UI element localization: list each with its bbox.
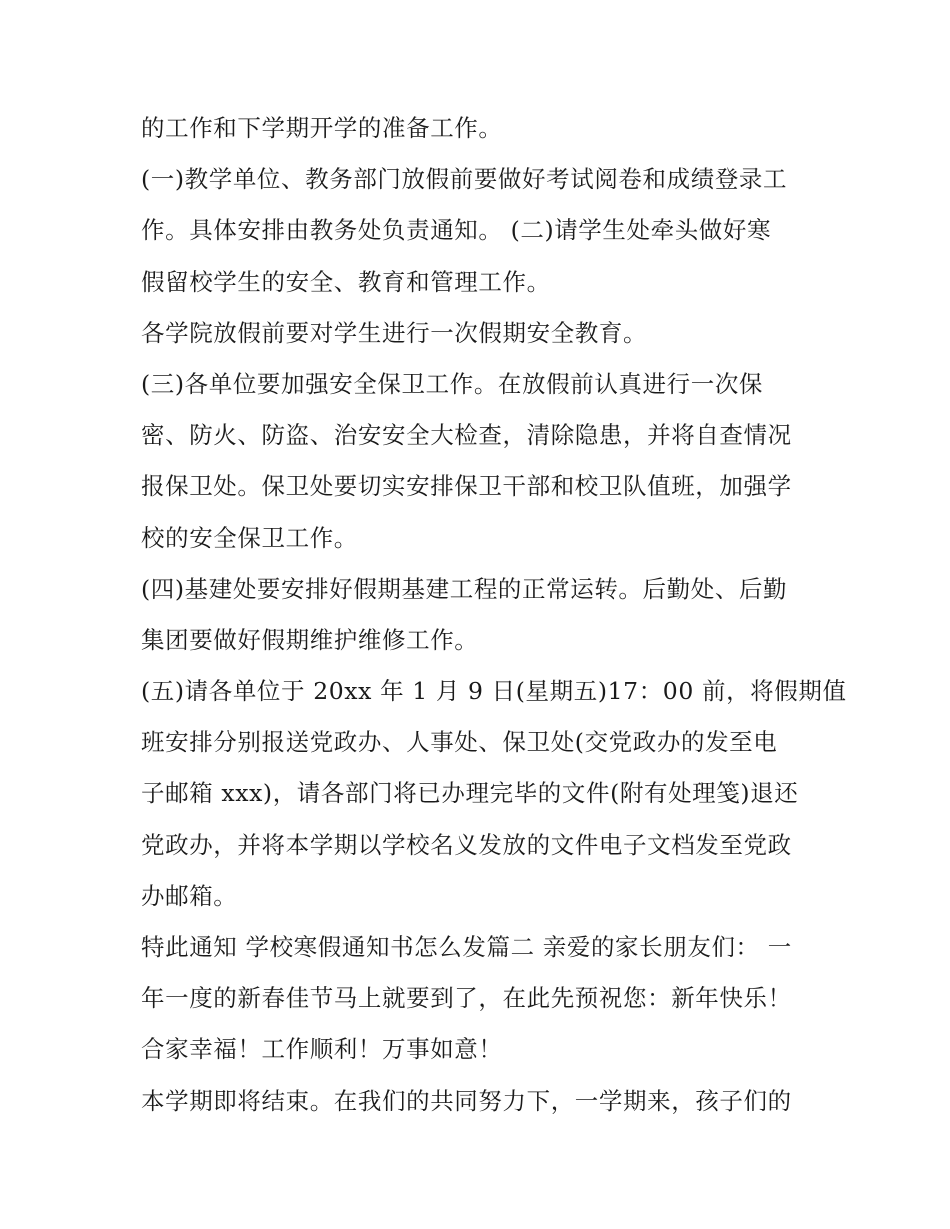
text-line: (三)各单位要加强安全保卫工作。在放假前认真进行一次保	[141, 369, 764, 398]
text-line: 作。具体安排由教务处负责通知。 (二)请学生处牵头做好寒	[141, 216, 772, 245]
text-line: 报保卫处。保卫处要切实安排保卫干部和校卫队值班，加强学	[141, 472, 792, 501]
text-line: 的工作和下学期开学的准备工作。	[141, 114, 503, 142]
text-line: 假留校学生的安全、教育和管理工作。	[141, 267, 551, 296]
text-line: 校的安全保卫工作。	[141, 523, 358, 552]
text-line: 办邮箱。	[141, 881, 238, 910]
text-line: 特此通知 学校寒假通知书怎么发篇二 亲爱的家长朋友们： 一	[141, 933, 792, 961]
text-line: (四)基建处要安排好假期基建工程的正常运转。后勤处、后勤	[141, 574, 788, 603]
text-line: 年一度的新春佳节马上就要到了，在此先预祝您：新年快乐！	[141, 984, 792, 1013]
text-line: 本学期即将结束。在我们的共同努力下，一学期来，孩子们的	[141, 1086, 792, 1115]
text-line: 合家幸福！工作顺利！万事如意！	[141, 1035, 503, 1064]
text-line: 子邮箱 xxx)，请各部门将已办理完毕的文件(附有处理笺)退还	[141, 779, 799, 808]
text-line: (一)教学单位、教务部门放假前要做好考试阅卷和成绩登录工	[141, 165, 788, 194]
text-line: 集团要做好假期维护维修工作。	[141, 625, 479, 654]
text-line: 密、防火、防盗、治安安全大检查，清除隐患，并将自查情况	[141, 421, 792, 450]
text-line: (五)请各单位于 20xx 年 1 月 9 日(星期五)17：00 前，将假期值	[141, 677, 847, 706]
document-body	[141, 103, 847, 1127]
text-line: 党政办，并将本学期以学校名义发放的文件电子文档发至党政	[141, 830, 792, 859]
text-line: 各学院放假前要对学生进行一次假期安全教育。	[141, 318, 648, 347]
text-line: 班安排分别报送党政办、人事处、保卫处(交党政办的发至电	[141, 728, 778, 757]
